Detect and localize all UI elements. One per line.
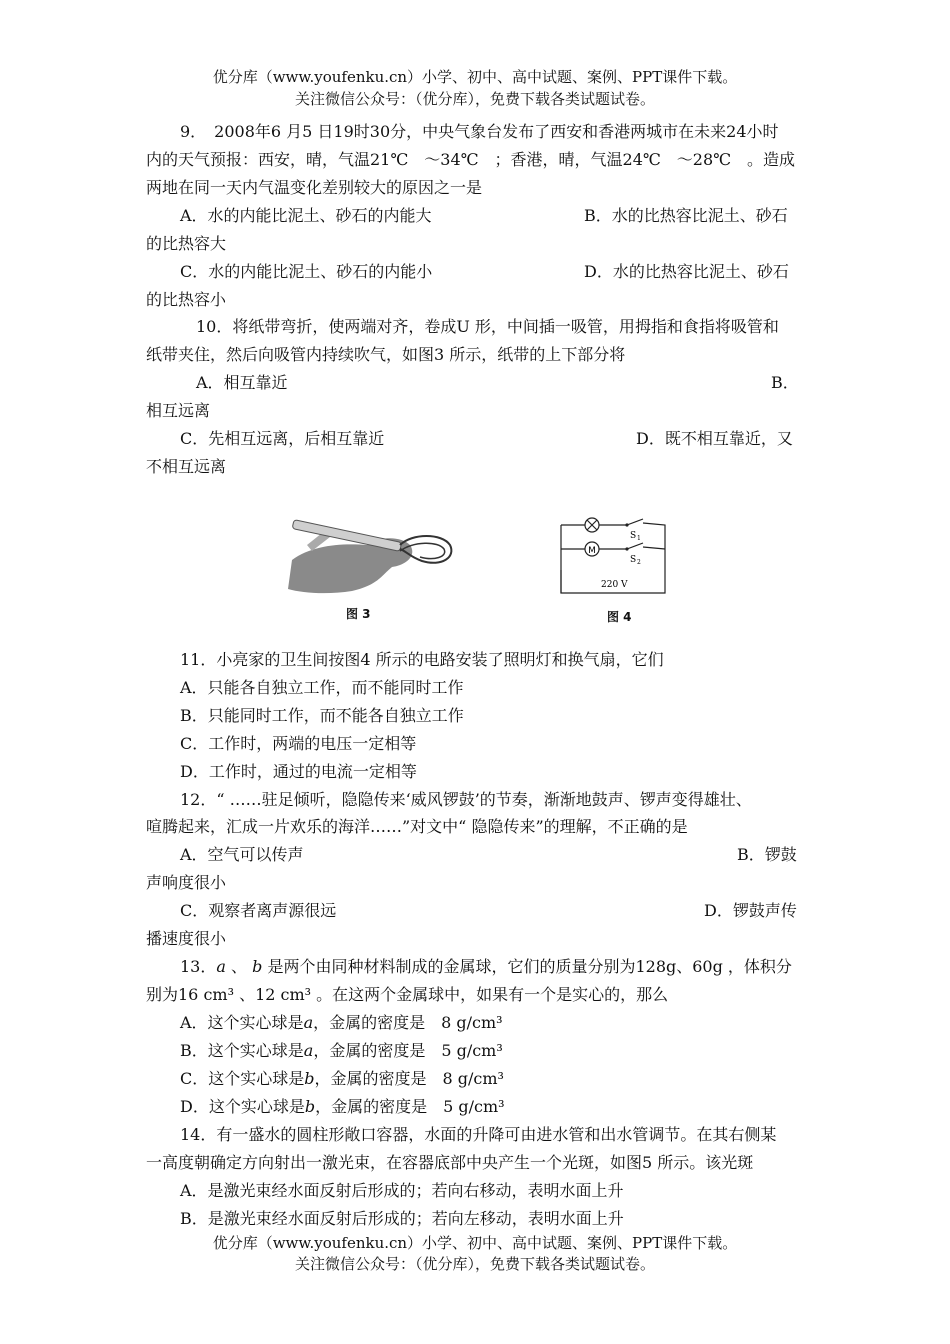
q13-d-post: ，金属的密度是 5 g/cm³ bbox=[315, 1097, 505, 1116]
q9-option-b-cont: 的比热容大 bbox=[146, 234, 227, 253]
q13-a-pre: A．这个实心球是 bbox=[180, 1013, 304, 1032]
q9-option-d: D．水的比热容比泥土、砂石 bbox=[584, 262, 789, 281]
q9-stem-2: 内的天气预报：西安，晴，气温21℃ ～34℃ ；香港，晴，气温24℃ ～28℃ 。造成 bbox=[146, 150, 796, 169]
footer-line-2: 关注微信公众号：（优分库），免费下载各类试题试卷。 bbox=[294, 1255, 655, 1273]
switch-s1-sub: 1 bbox=[637, 535, 641, 542]
voltage-label: 220 V bbox=[601, 580, 628, 590]
q13-c-post: ，金属的密度是 8 g/cm³ bbox=[314, 1069, 504, 1088]
q12-option-a: A．空气可以传声 bbox=[180, 845, 304, 864]
switch-s2-sub: 2 bbox=[637, 559, 641, 566]
q10-option-c: C．先相互远离，后相互靠近 bbox=[180, 429, 385, 448]
q10-option-d-cont: 不相互远离 bbox=[146, 457, 227, 476]
figure-4-circuit bbox=[555, 515, 671, 597]
q13-d-var: b bbox=[304, 1097, 316, 1116]
q12-stem-1: 12．“ ……驻足倾听，隐隐传来‘威风锣鼓’的节奏，渐渐地鼓声、锣声变得雄壮、 bbox=[180, 790, 752, 809]
q10-option-a: A．相互靠近 bbox=[196, 373, 288, 392]
q13-stem-2: 别为16 cm³ 、12 cm³ 。在这两个金属球中，如果有一个是实心的，那么 bbox=[146, 985, 669, 1004]
q12-option-d: D．锣鼓声传 bbox=[704, 901, 797, 920]
q13-b-post: ，金属的密度是 5 g/cm³ bbox=[313, 1041, 503, 1060]
q12-emphasis: 不正确 bbox=[607, 817, 656, 836]
q13-stem-1 bbox=[180, 957, 792, 977]
q11-option-b: B．只能同时工作，而不能各自独立工作 bbox=[180, 706, 464, 725]
q13-c-pre: C．这个实心球是 bbox=[180, 1069, 305, 1088]
q13-stem-1-rest: 是两个由同种材料制成的金属球，它们的质量分别为128g、60g ，体积分 bbox=[262, 957, 792, 976]
q10-stem-1: 10．将纸带弯折，使两端对齐，卷成U 形，中间插一吸管，用拇指和食指将吸管和 bbox=[196, 317, 779, 336]
q12-stem-2 bbox=[146, 817, 688, 837]
q12-option-d-cont: 播速度很小 bbox=[146, 929, 227, 948]
q13-var-b: b bbox=[252, 957, 263, 976]
q9-option-d-cont: 的比热容小 bbox=[146, 290, 227, 309]
switch-s1-label: S bbox=[630, 531, 637, 541]
q10-stem-2: 纸带夹住，然后向吸管内持续吹气，如图3 所示，纸带的上下部分将 bbox=[146, 345, 626, 364]
q13-b-var: a bbox=[303, 1041, 314, 1060]
q9-stem-3: 两地在同一天内气温变化差别较大的原因之一是 bbox=[146, 178, 483, 197]
q10-option-b-cont: 相互远离 bbox=[146, 401, 211, 420]
q13-option-d bbox=[180, 1097, 505, 1117]
q10-option-b: B． bbox=[771, 373, 799, 392]
q13-c-var: b bbox=[304, 1069, 315, 1088]
q12-stem-2-part3: 的是 bbox=[655, 817, 688, 836]
q13-a-var: a bbox=[303, 1013, 314, 1032]
q9-option-b: B．水的比热容比泥土、砂石 bbox=[584, 206, 788, 225]
figure-3-straw-paper bbox=[282, 515, 460, 597]
header-line-2: 关注微信公众号：（优分库），免费下载各类试题试卷。 bbox=[294, 90, 655, 108]
q13-b-pre: B．这个实心球是 bbox=[180, 1041, 304, 1060]
q13-option-a bbox=[180, 1013, 503, 1033]
motor-label: M bbox=[588, 546, 596, 556]
q9-option-c: C．水的内能比泥土、砂石的内能小 bbox=[180, 262, 433, 281]
q13-option-b bbox=[180, 1041, 503, 1061]
q12-option-b-cont: 声响度很小 bbox=[146, 873, 227, 892]
q12-stem-2-part1: 喧腾起来，汇成一片欢乐的海洋……”对文中“ 隐隐传来”的理解， bbox=[146, 817, 608, 836]
q13-option-c bbox=[180, 1069, 504, 1089]
q13-d-pre: D．这个实心球是 bbox=[180, 1097, 305, 1116]
q11-option-c: C．工作时，两端的电压一定相等 bbox=[180, 734, 417, 753]
q12-option-c: C．观察者离声源很远 bbox=[180, 901, 337, 920]
q11-option-d: D．工作时，通过的电流一定相等 bbox=[180, 762, 417, 781]
q9-stem-1: 9． 2008年6 月5 日19时30分，中央气象台发布了西安和香港两城市在未来24小时 bbox=[180, 122, 779, 141]
figure-4-caption: 图 4 bbox=[607, 610, 632, 624]
q11-option-a: A．只能各自独立工作，而不能同时工作 bbox=[180, 678, 464, 697]
q12-option-b: B．锣鼓 bbox=[737, 845, 797, 864]
q13-var-a: a bbox=[216, 957, 226, 976]
header-line-1: 优分库（www.youfenku.cn）小学、初中、高中试题、案例、PPT课件下载。 bbox=[212, 68, 738, 86]
q13-number: 13． bbox=[180, 957, 217, 976]
q10-option-d: D．既不相互靠近，又 bbox=[636, 429, 793, 448]
switch-s2-label: S bbox=[630, 555, 637, 565]
q14-option-b: B．是激光束经水面反射后形成的；若向左移动，表明水面上升 bbox=[180, 1209, 624, 1228]
q14-stem-1: 14．有一盛水的圆柱形敞口容器，水面的升降可由进水管和出水管调节。在其右侧某 bbox=[180, 1125, 777, 1144]
q9-option-a: A．水的内能比泥土、砂石的内能大 bbox=[180, 206, 432, 225]
q14-stem-2: 一高度朝确定方向射出一激光束，在容器底部中央产生一个光斑，如图5 所示。该光斑 bbox=[146, 1153, 754, 1172]
figure-3-caption: 图 3 bbox=[346, 607, 371, 621]
q11-stem: 11．小亮家的卫生间按图4 所示的电路安装了照明灯和换气扇，它们 bbox=[180, 650, 664, 669]
footer-line-1: 优分库（www.youfenku.cn）小学、初中、高中试题、案例、PPT课件下载。 bbox=[212, 1234, 738, 1252]
q13-a-post: ，金属的密度是 8 g/cm³ bbox=[313, 1013, 503, 1032]
q14-option-a: A．是激光束经水面反射后形成的；若向右移动，表明水面上升 bbox=[180, 1181, 624, 1200]
q13-sep: 、 bbox=[231, 957, 248, 976]
